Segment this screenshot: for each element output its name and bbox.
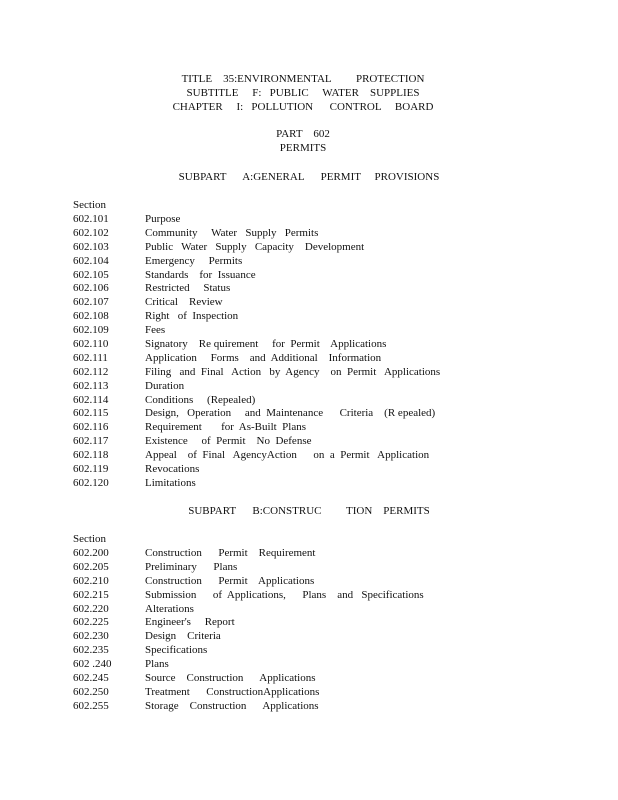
section-title: Public Water Supply Capacity Development [145, 240, 365, 253]
section-number: 602.250 [73, 685, 109, 698]
subtitle-line: SUBTITLE F: PUBLIC WATER SUPPLIES [186, 87, 420, 99]
title-line: TITLE 35:ENVIRONMENTAL PROTECTION [181, 73, 425, 85]
section-title: Existence of Permit No Defense [145, 435, 312, 448]
section-entry [73, 615, 493, 629]
section-title: Preliminary Plans [145, 560, 238, 573]
section-entry [73, 212, 493, 226]
section-number: 602.255 [73, 699, 109, 712]
section-number: 602.102 [73, 226, 109, 239]
section-number: 602.107 [73, 296, 109, 309]
section-title: Source Construction Applications [145, 672, 316, 685]
section-title: Filing and Final Action by Agency on Permit Applications [145, 365, 441, 378]
subpart-a-title: SUBPART A:GENERAL PERMIT PROVISIONS [178, 171, 440, 183]
section-number: 602.118 [73, 449, 109, 462]
section-title: Right of Inspection [145, 310, 239, 323]
section-title: Construction Permit Requirement [145, 547, 316, 559]
section-entry [73, 309, 493, 323]
section-entry [73, 254, 493, 268]
section-label: Section [73, 533, 106, 545]
section-title: Emergency Permits [145, 254, 243, 267]
section-entry [73, 351, 493, 365]
section-entry [73, 657, 493, 671]
section-entry [73, 393, 493, 407]
section-entry [73, 323, 493, 337]
section-title: Purpose [145, 213, 181, 225]
section-title: Limitations [145, 476, 196, 489]
section-number: 602.105 [73, 268, 109, 281]
section-number: 602.230 [73, 630, 109, 643]
section-title: Critical Review [145, 296, 223, 309]
section-number: 602.113 [73, 379, 109, 392]
section-number: 602.200 [73, 547, 109, 559]
section-entry [73, 462, 493, 476]
section-entry [73, 281, 493, 295]
section-title: Conditions (Repealed) [145, 393, 256, 406]
section-title: Revocations [145, 463, 200, 476]
subpart-b-section-list [73, 532, 493, 713]
subpart-a-section-list [73, 198, 493, 490]
section-title: Design Criteria [145, 630, 221, 643]
section-entry [73, 406, 493, 420]
section-number: 602 .240 [73, 658, 112, 671]
section-title: Requirement for As-Built Plans [145, 421, 307, 434]
chapter-line: CHAPTER I: POLLUTION CONTROL BOARD [172, 101, 434, 113]
section-entry [73, 226, 493, 240]
section-number: 602.225 [73, 616, 109, 629]
section-entry [73, 420, 493, 434]
section-number: 602.103 [73, 240, 109, 253]
section-entry [73, 379, 493, 393]
section-entry [73, 546, 493, 560]
section-entry [73, 560, 493, 574]
section-entry [73, 448, 493, 462]
section-number: 602.115 [73, 407, 109, 420]
section-entry [73, 295, 493, 309]
section-title: Design, Operation and Maintenance Criteria (R epealed) [145, 407, 436, 420]
section-entry [73, 588, 493, 602]
section-title: Submission of Applications, Plans and Specifications [145, 588, 424, 601]
section-title: Plans [145, 658, 169, 671]
section-entry [73, 434, 493, 448]
section-entry [73, 699, 493, 713]
section-entry [73, 602, 493, 616]
section-entry [73, 629, 493, 643]
section-title: Fees [145, 324, 166, 337]
section-entry [73, 476, 493, 490]
section-entry [73, 671, 493, 685]
section-title: Engineer's Report [145, 616, 235, 629]
section-title: Specifications [145, 644, 208, 657]
section-number: 602.111 [73, 351, 108, 364]
section-title: Treatment ConstructionApplications [145, 685, 320, 698]
section-entry [73, 643, 493, 657]
section-title: Signatory Re quirement for Permit Applications [145, 338, 387, 351]
section-number: 602.235 [73, 644, 109, 657]
section-entry [73, 574, 493, 588]
part-line: PART 602 [276, 128, 330, 140]
section-title: Duration [145, 379, 185, 392]
section-number: 602.108 [73, 310, 109, 323]
section-label: Section [73, 199, 106, 211]
section-title: Restricted Status [145, 282, 231, 295]
section-number: 602.117 [73, 435, 109, 448]
section-number: 602.116 [73, 421, 109, 434]
section-title: Appeal of Final AgencyAction on a Permit Application [145, 449, 430, 462]
section-entry [73, 240, 493, 254]
section-number: 602.101 [73, 213, 109, 225]
section-number: 602.215 [73, 588, 109, 601]
section-entry [73, 685, 493, 699]
section-entry [73, 365, 493, 379]
section-number: 602.210 [73, 574, 109, 587]
section-title: Standards for Issuance [145, 268, 256, 281]
section-number: 602.110 [73, 338, 109, 351]
section-title: Storage Construction Applications [145, 699, 319, 712]
section-title: Application Forms and Additional Information [145, 351, 382, 364]
subpart-b-title: SUBPART B:CONSTRUC TION PERMITS [188, 505, 430, 517]
section-number: 602.120 [73, 476, 109, 489]
section-title: Community Water Supply Permits [145, 226, 319, 239]
section-number: 602.109 [73, 324, 109, 337]
section-number: 602.104 [73, 254, 109, 267]
section-title: Alterations [145, 602, 194, 615]
section-number: 602.114 [73, 393, 109, 406]
part-heading [0, 127, 612, 155]
section-title: Construction Permit Applications [145, 574, 315, 587]
section-number: 602.106 [73, 282, 109, 295]
section-number: 602.220 [73, 602, 109, 615]
section-entry [73, 337, 493, 351]
section-number: 602.245 [73, 672, 109, 685]
document-heading [0, 72, 612, 114]
section-entry [73, 268, 493, 282]
part-name: PERMITS [279, 142, 327, 154]
section-number: 602.119 [73, 463, 109, 476]
section-number: 602.112 [73, 365, 109, 378]
section-number: 602.205 [73, 560, 109, 573]
